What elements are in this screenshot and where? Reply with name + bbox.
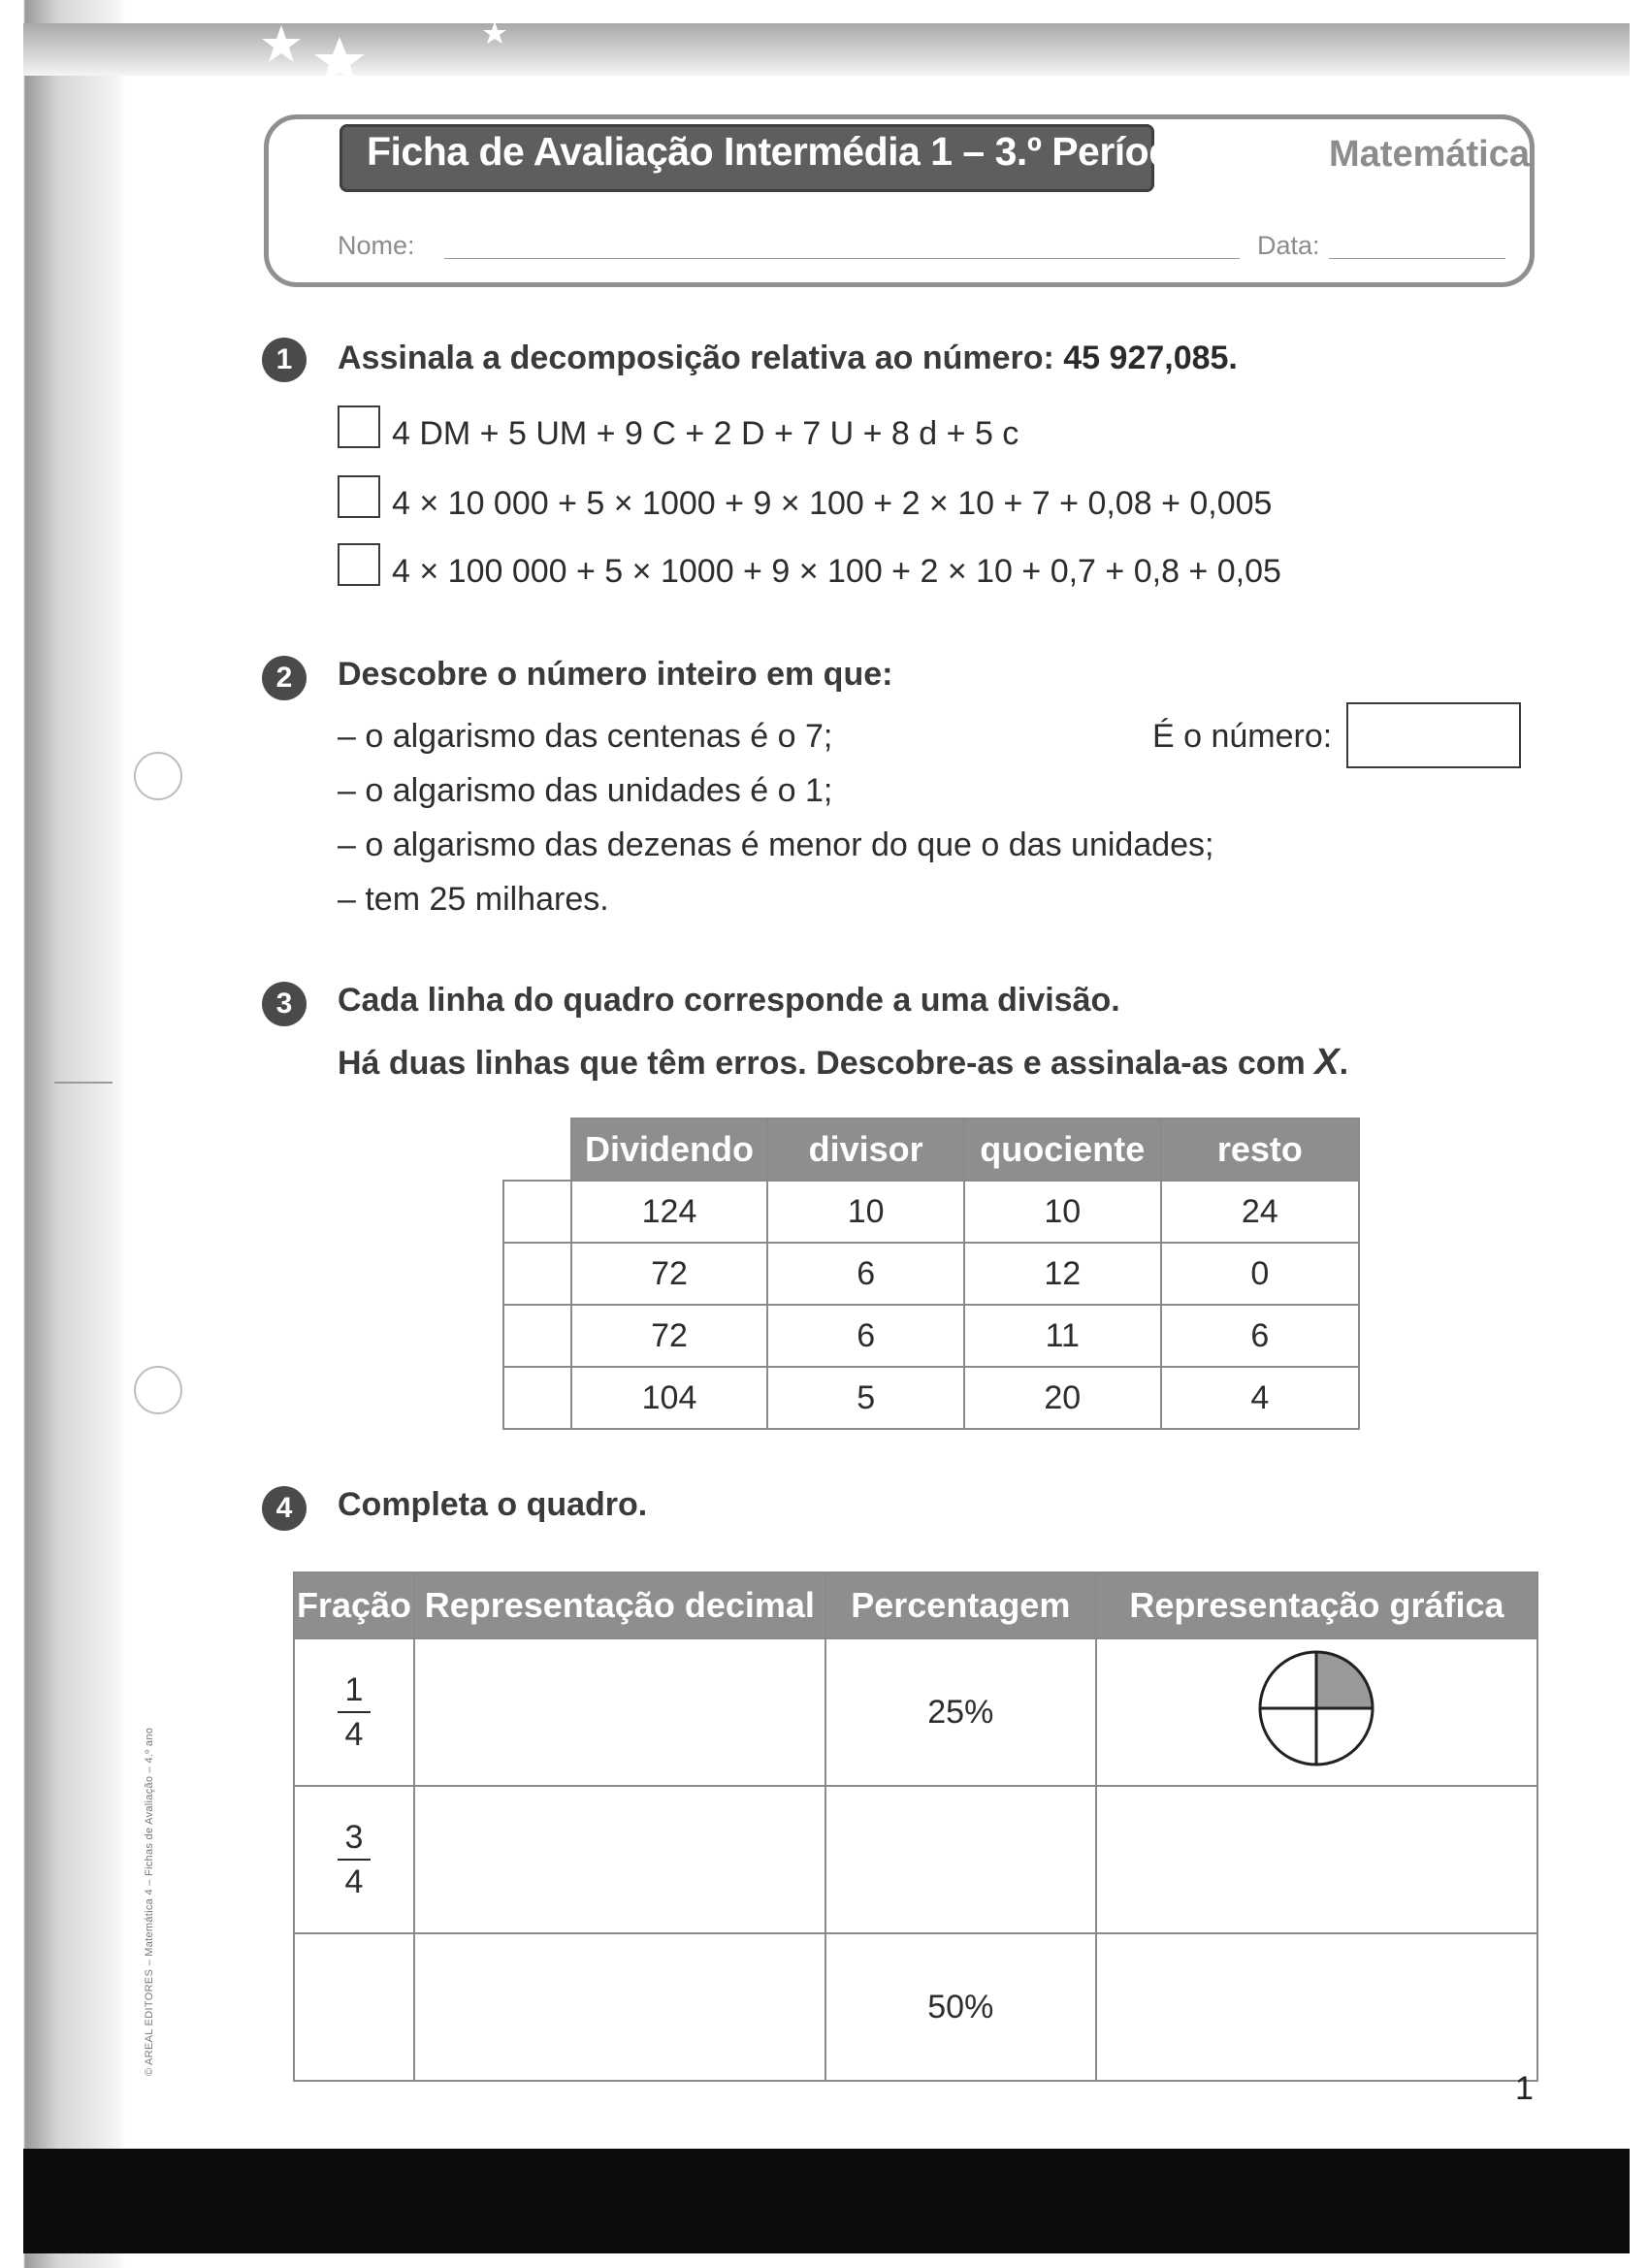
table-row <box>503 1181 1359 1243</box>
quotient-cell: 10 <box>964 1181 1161 1243</box>
fraction-bar <box>338 1711 372 1713</box>
percent-input-cell[interactable] <box>825 1786 1096 1933</box>
copyright-text: © AREAL EDITORES – Matemática 4 – Fichas de Avaliação – 4.º ano <box>144 1727 155 2076</box>
graphic-cell <box>1096 1638 1537 1786</box>
question-1-number-value: 45 927,085. <box>1063 340 1238 376</box>
q2-answer-box[interactable] <box>1346 702 1521 768</box>
question-3-number: 3 <box>262 982 307 1026</box>
divisor-cell: 5 <box>767 1367 963 1429</box>
question-1-prompt-text: Assinala a decomposição relativa ao número: <box>338 340 1064 376</box>
dividend-cell: 104 <box>571 1367 768 1429</box>
name-label: Nome: <box>338 231 415 260</box>
binder-hole-top <box>134 752 182 800</box>
row-mark-cell[interactable] <box>503 1243 571 1305</box>
fraction-denominator: 4 <box>344 1716 364 1753</box>
question-3-prompt-line-1: Cada linha do quadro corresponde a uma divisão. <box>338 982 1120 1019</box>
row-mark-cell[interactable] <box>503 1367 571 1429</box>
fraction <box>338 1818 372 1901</box>
decimal-input-cell[interactable] <box>414 1933 825 2081</box>
decimal-input-cell[interactable] <box>414 1638 825 1786</box>
divisor-cell: 6 <box>767 1243 963 1305</box>
header-fracao: Fração <box>294 1572 414 1638</box>
table-row <box>294 1933 1537 2081</box>
fraction-denominator: 4 <box>344 1863 364 1900</box>
q1-option-2-checkbox[interactable] <box>338 475 380 518</box>
fraction <box>338 1670 372 1754</box>
header-divisor: divisor <box>767 1118 963 1181</box>
binder-hole-bottom <box>134 1366 182 1414</box>
q1-option-1-text: 4 DM + 5 UM + 9 C + 2 D + 7 U + 8 d + 5 c <box>392 415 1019 452</box>
fraction-bar <box>338 1859 372 1861</box>
question-1-prompt <box>338 340 1238 377</box>
division-mark-column-header <box>503 1118 571 1181</box>
fraction-numerator: 3 <box>344 1819 364 1856</box>
divisor-cell: 6 <box>767 1305 963 1367</box>
question-3-prompt-end: . <box>1339 1045 1349 1082</box>
question-1-number: 1 <box>262 338 307 382</box>
fraction-numerator: 1 <box>344 1671 364 1708</box>
header-representacao-decimal: Representação decimal <box>414 1572 825 1638</box>
remainder-cell: 4 <box>1161 1367 1359 1429</box>
page-number: 1 <box>1515 2070 1534 2107</box>
graphic-input-cell[interactable] <box>1096 1933 1537 2081</box>
quotient-cell: 20 <box>964 1367 1161 1429</box>
quotient-cell: 11 <box>964 1305 1161 1367</box>
q2-clue-1: – o algarismo das centenas é o 7; <box>338 718 833 755</box>
date-label: Data: <box>1257 231 1320 260</box>
dividend-cell: 72 <box>571 1305 768 1367</box>
date-field[interactable] <box>1329 258 1505 259</box>
fraction-table <box>293 1571 1538 2082</box>
q1-option-2-text: 4 × 10 000 + 5 × 1000 + 9 × 100 + 2 × 10 + 7 + 0,08 + 0,005 <box>392 485 1273 522</box>
table-row <box>503 1367 1359 1429</box>
header-resto: resto <box>1161 1118 1359 1181</box>
row-mark-cell[interactable] <box>503 1181 571 1243</box>
fraction-input-cell[interactable] <box>294 1933 414 2081</box>
table-row <box>503 1243 1359 1305</box>
remainder-cell: 6 <box>1161 1305 1359 1367</box>
graphic-input-cell[interactable] <box>1096 1786 1537 1933</box>
quotient-cell: 12 <box>964 1243 1161 1305</box>
remainder-cell: 24 <box>1161 1181 1359 1243</box>
header-dividendo: Dividendo <box>571 1118 768 1181</box>
percent-cell: 25% <box>825 1638 1096 1786</box>
question-3-prompt-line-2-text: Há duas linhas que têm erros. Descobre-as e assinala-as com <box>338 1045 1315 1082</box>
divisor-cell: 10 <box>767 1181 963 1243</box>
question-3-prompt-line-2 <box>338 1042 1348 1084</box>
table-row <box>294 1786 1537 1933</box>
header-quociente: quociente <box>964 1118 1161 1181</box>
question-4-number: 4 <box>262 1486 307 1531</box>
dividend-cell: 124 <box>571 1181 768 1243</box>
remainder-cell: 0 <box>1161 1243 1359 1305</box>
q2-clue-3: – o algarismo das dezenas é menor do que o das unidades; <box>338 826 1214 863</box>
q2-answer-label: É o número: <box>1152 718 1333 755</box>
margin-mark <box>54 1082 113 1084</box>
q2-clue-2: – o algarismo das unidades é o 1; <box>338 772 833 809</box>
percent-cell: 50% <box>825 1933 1096 2081</box>
quarter-circle-graphic <box>1253 1645 1379 1771</box>
header-percentagem: Percentagem <box>825 1572 1096 1638</box>
q1-option-1-checkbox[interactable] <box>338 405 380 448</box>
dividend-cell: 72 <box>571 1243 768 1305</box>
fraction-cell <box>294 1638 414 1786</box>
division-table <box>502 1118 1360 1430</box>
table-row <box>294 1638 1537 1786</box>
name-field[interactable] <box>444 258 1240 259</box>
page-title: Ficha de Avaliação Intermédia 1 – 3.º Período <box>367 129 1197 174</box>
table-row <box>503 1305 1359 1367</box>
header-representacao-grafica: Representação gráfica <box>1096 1572 1537 1638</box>
fraction-cell <box>294 1786 414 1933</box>
row-mark-cell[interactable] <box>503 1305 571 1367</box>
fraction-table-header-row <box>294 1572 1537 1638</box>
q2-clue-4: – tem 25 milhares. <box>338 881 609 918</box>
q1-option-3-checkbox[interactable] <box>338 543 380 586</box>
question-2-number: 2 <box>262 656 307 700</box>
q1-option-3-text: 4 × 100 000 + 5 × 1000 + 9 × 100 + 2 × 10 + 0,7 + 0,8 + 0,05 <box>392 553 1281 590</box>
division-table-header-row <box>503 1118 1359 1181</box>
subject-label: Matemática <box>1329 134 1530 175</box>
question-2-prompt: Descobre o número inteiro em que: <box>338 656 893 693</box>
decimal-input-cell[interactable] <box>414 1786 825 1933</box>
question-4-prompt: Completa o quadro. <box>338 1486 648 1523</box>
x-mark-symbol: X <box>1314 1042 1340 1083</box>
